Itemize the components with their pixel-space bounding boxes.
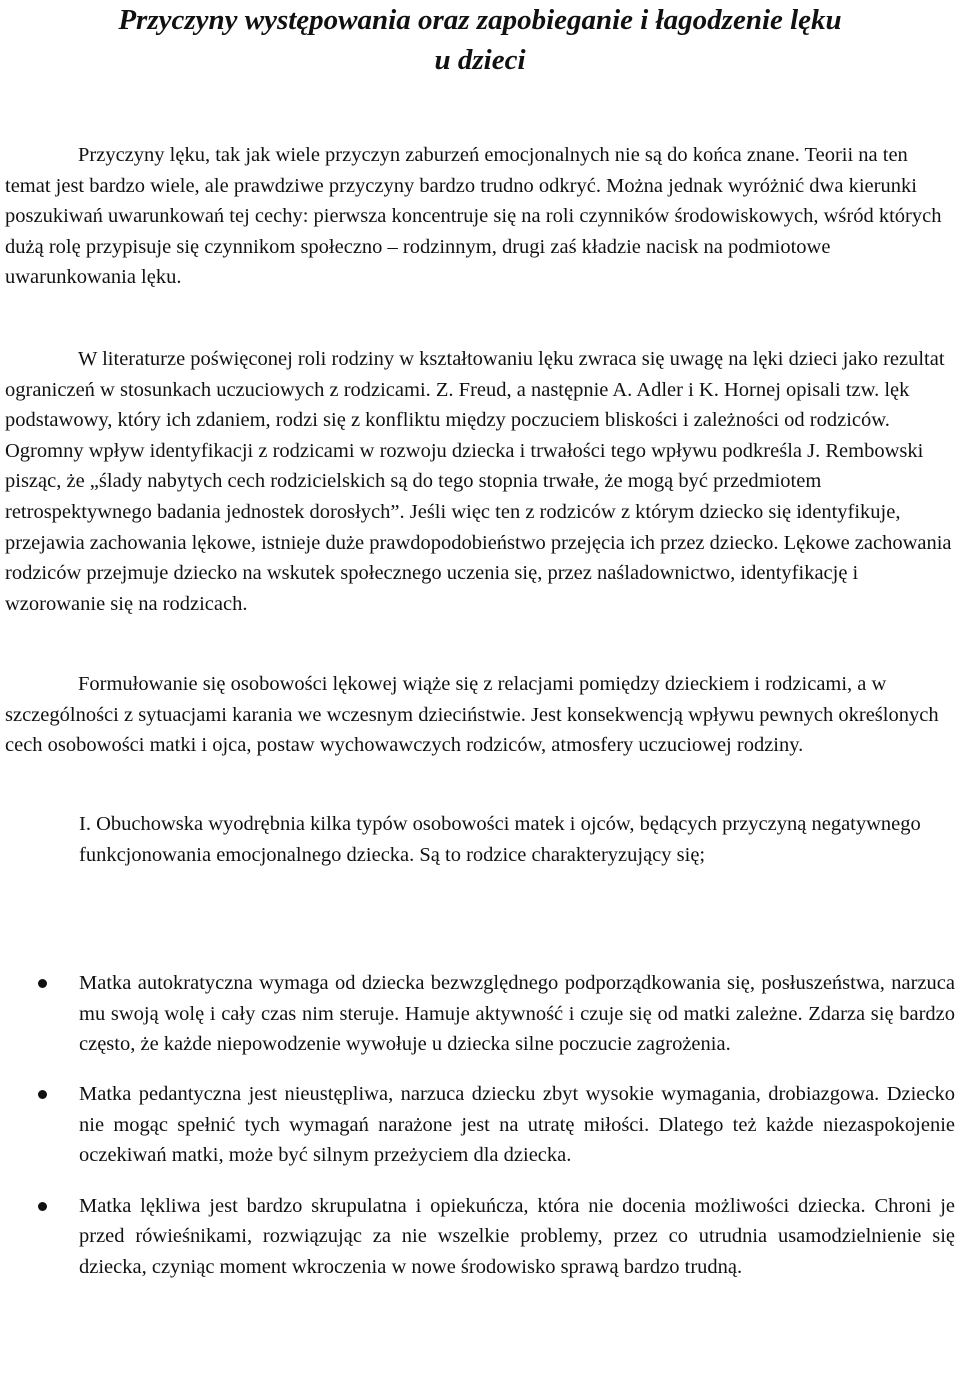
paragraph-parent-types-intro: I. Obuchowska wyodrębnia kilka typów osobowości matek i ojców, będących przyczyną negatywnego funkcjonowania emocjonalnego dziecka. Są to rodzice charakteryzujący się; — [79, 813, 921, 866]
title-line-1: Przyczyny występowania oraz zapobieganie i łagodzenie lęku — [118, 4, 842, 36]
paragraph-causes-of-anxiety: Przyczyny lęku, tak jak wiele przyczyn zaburzeń emocjonalnych nie są do końca znane. Teorii na ten temat jest bardzo wiele, ale prawdziwe przyczyny bardzo trudno odkryć. Można jednak wyróżnić dwa kierunki poszukiwań uwarunkowań tej cechy: pierwsza koncentruje się na roli czynników środowiskowych, wśród których dużą rolę przypisuje się czynnikom społeczno – rodzinnym, drugi zaś kładzie nacisk na podmiotowe uwarunkowania lęku. — [5, 144, 942, 289]
bullet-icon — [38, 1090, 47, 1099]
bullet-icon — [38, 1202, 47, 1211]
paragraph-family-role: W literaturze poświęconej roli rodziny w kształtowaniu lęku zwraca się uwagę na lęki dzieci jako rezultat ograniczeń w stosunkach uczuciowych z rodzicami. Z. Freud, a następnie A. Adler i K. Hornej opisali tzw. lęk podstawowy, który ich zdaniem, rodzi się z konfliktu między poczuciem bliskości i zależności od rodziców. Ogromny wpływ identyfikacji z rodzicami w rozwoju dziecka i trwałości tego wpływu podkreśla J. Rembowski pisząc, że „ślady nabytych cech rodzicielskich są do tego stopnia trwałe, że mogą być przedmiotem retrospektywnego badania jednostek dorosłych”. Jeśli więc ten z rodziców z którym dziecko się identyfikuje, przejawia zachowania lękowe, istnieje duże prawdopodobieństwo przejęcia ich przez dziecko. Lękowe zachowania rodziców przejmuje dziecko na wskutek społecznego uczenia się, przez naśladownictwo, identyfikację i wzorowanie się na rodzicach. — [5, 348, 952, 615]
bullet-icon — [38, 979, 47, 988]
list-item — [0, 1191, 955, 1283]
list-item-text: Matka autokratyczna wymaga od dziecka bezwzględnego podporządkowania się, posłuszeństwa, narzuca mu swoją wolę i cały czas nim steruje. Hamuje aktywność i czuje się od matki zależne. Zdarza się bardzo często, że każde niepowodzenie wywołuje u dziecka silne poczucie zagrożenia. — [79, 972, 955, 1056]
document-title — [0, 0, 960, 80]
title-line-2: u dzieci — [434, 44, 526, 76]
list-item — [0, 968, 955, 1060]
parent-types-list — [0, 968, 960, 1302]
list-item — [0, 1079, 955, 1171]
list-item-text: Matka pedantyczna jest nieustępliwa, narzuca dziecku zbyt wysokie wymagania, drobiazgowa. Dziecko nie mogąc spełnić tych wymagań narażone jest na utratę miłości. Dlatego też każde niezaspokojenie oczekiwań matki, może być silnym przeżyciem dla dziecka. — [79, 1083, 955, 1167]
paragraph-anxious-personality: Formułowanie się osobowości lękowej wiąże się z relacjami pomiędzy dzieckiem i rodzicami, a w szczególności z sytuacjami karania we wczesnym dzieciństwie. Jest konsekwencją wpływu pewnych określonych cech osobowości matki i ojca, postaw wychowawczych rodziców, atmosfery uczuciowej rodziny. — [5, 673, 939, 757]
list-item-text: Matka lękliwa jest bardzo skrupulatna i opiekuńcza, która nie docenia możliwości dziecka. Chroni je przed rówieśnikami, rozwiązując za nie wszelkie problemy, przez co utrudnia usamodzielnienie się dziecka, czyniąc moment wkroczenia w nowe środowisko sprawą bardzo trudną. — [79, 1194, 955, 1278]
